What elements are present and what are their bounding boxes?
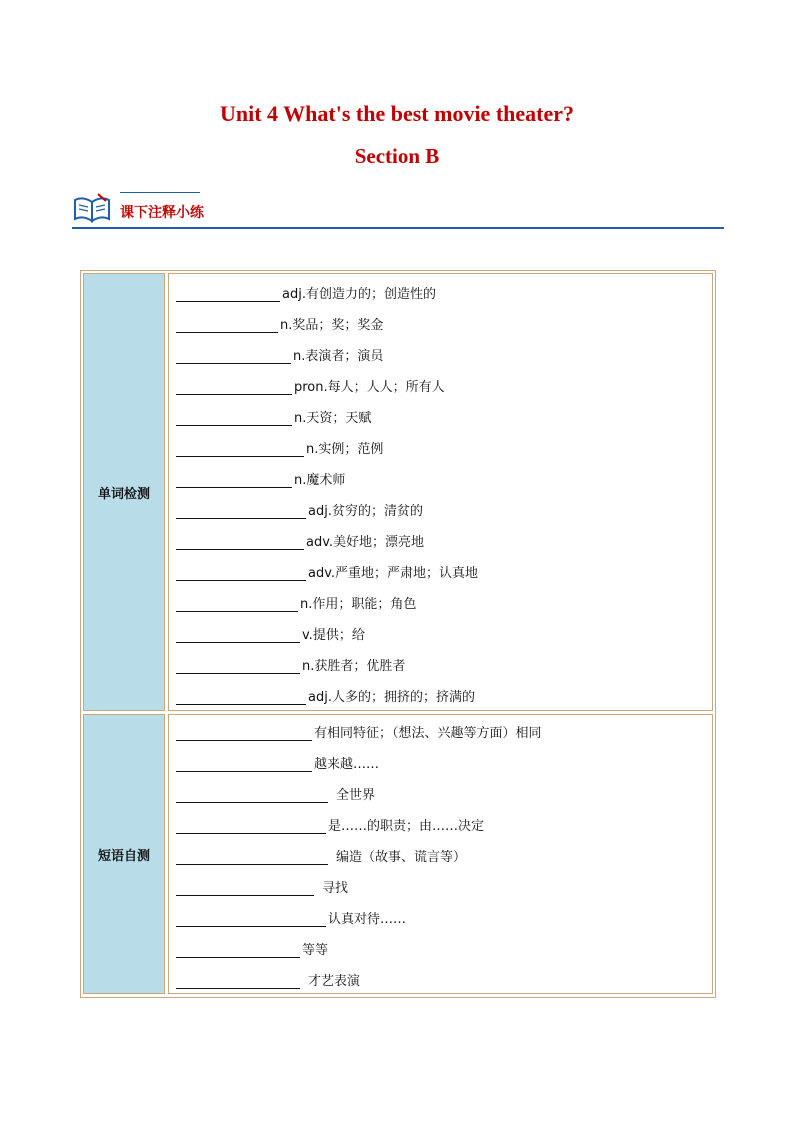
answer-blank[interactable] (176, 347, 291, 364)
answer-blank[interactable] (176, 972, 300, 989)
vocab-row (176, 406, 371, 426)
vocab-row (176, 499, 423, 519)
vocab-hint: n.表演者；演员 (293, 349, 384, 364)
vocab-row (176, 437, 383, 457)
phrase-row (176, 876, 348, 896)
answer-blank[interactable] (176, 724, 312, 741)
vocab-row (176, 344, 383, 364)
phrase-row (176, 938, 328, 958)
answer-blank[interactable] (176, 941, 300, 958)
phrase-row (176, 969, 360, 989)
vocab-row (176, 654, 405, 674)
vocab-hint: v.提供；给 (302, 628, 365, 643)
answer-blank[interactable] (176, 564, 306, 581)
phrase-hint: 全世界 (336, 788, 376, 803)
phrase-hint: 寻找 (322, 881, 349, 896)
vocab-row (176, 282, 436, 302)
vocab-row (176, 530, 424, 550)
phrase-row (176, 783, 375, 803)
vocab-hint: n.作用；职能；角色 (300, 597, 417, 612)
answer-blank[interactable] (176, 626, 300, 643)
answer-blank[interactable] (176, 755, 312, 772)
phrase-row (176, 814, 484, 834)
answer-blank[interactable] (176, 657, 300, 674)
phrase-section (83, 714, 713, 994)
phrase-hint: 才艺表演 (308, 974, 361, 989)
phrase-hint: 是……的职责；由……决定 (328, 819, 485, 834)
answer-blank[interactable] (176, 285, 280, 302)
section-label-phrases: 短语自测 (83, 714, 165, 994)
banner-label: 课下注释小练 (120, 205, 204, 221)
vocab-hint: n.获胜者；优胜者 (302, 659, 406, 674)
vocab-row (176, 623, 365, 643)
vocab-hint: adv.严重地；严肃地；认真地 (308, 566, 479, 581)
page-title: Unit 4 What's the best movie theater? (220, 101, 574, 126)
vocab-row (176, 375, 445, 395)
answer-blank[interactable] (176, 688, 306, 705)
section-banner (72, 186, 724, 232)
vocab-hint: n.奖品；奖；奖金 (280, 318, 384, 333)
vocab-hint: n.天资；天赋 (294, 411, 372, 426)
answer-blank[interactable] (176, 910, 326, 927)
vocab-row (176, 592, 416, 612)
answer-blank[interactable] (176, 817, 326, 834)
vocab-row (176, 468, 345, 488)
vocab-row (176, 685, 475, 705)
answer-blank[interactable] (176, 848, 328, 865)
vocabulary-items (168, 273, 713, 711)
answer-blank[interactable] (176, 378, 292, 395)
vocab-hint: n.魔术师 (294, 473, 346, 488)
answer-blank[interactable] (176, 409, 292, 426)
vocab-row (176, 561, 478, 581)
vocab-hint: adv.美好地；漂亮地 (306, 535, 425, 550)
phrase-hint: 越来越…… (314, 757, 380, 772)
answer-blank[interactable] (176, 533, 304, 550)
open-book-icon (72, 192, 112, 224)
answer-blank[interactable] (176, 879, 314, 896)
answer-blank[interactable] (176, 440, 304, 457)
phrase-row (176, 752, 379, 772)
vocab-row (176, 313, 383, 333)
phrase-items (168, 714, 713, 994)
vocab-hint: adj.有创造力的；创造性的 (282, 287, 436, 302)
phrase-hint: 有相同特征；（想法、兴趣等方面）相同 (314, 726, 542, 741)
section-label-vocabulary: 单词检测 (83, 273, 165, 711)
vocab-hint: adj.人多的；拥挤的；挤满的 (308, 690, 475, 705)
vocabulary-section (83, 273, 713, 711)
answer-blank[interactable] (176, 502, 306, 519)
phrase-hint: 编造（故事、谎言等） (336, 850, 467, 865)
phrase-hint: 等等 (302, 943, 329, 958)
phrase-hint: 认真对待…… (328, 912, 407, 927)
vocab-hint: n.实例；范例 (306, 442, 384, 457)
vocab-hint: adj.贫穷的；清贫的 (308, 504, 423, 519)
phrase-row (176, 845, 466, 865)
page-subtitle: Section B (354, 144, 440, 168)
phrase-row (176, 907, 406, 927)
answer-blank[interactable] (176, 316, 278, 333)
vocab-hint: pron.每人；人人；所有人 (294, 380, 445, 395)
answer-blank[interactable] (176, 595, 298, 612)
answer-blank[interactable] (176, 786, 328, 803)
exercise-table (80, 270, 716, 998)
phrase-row (176, 721, 542, 741)
answer-blank[interactable] (176, 471, 292, 488)
